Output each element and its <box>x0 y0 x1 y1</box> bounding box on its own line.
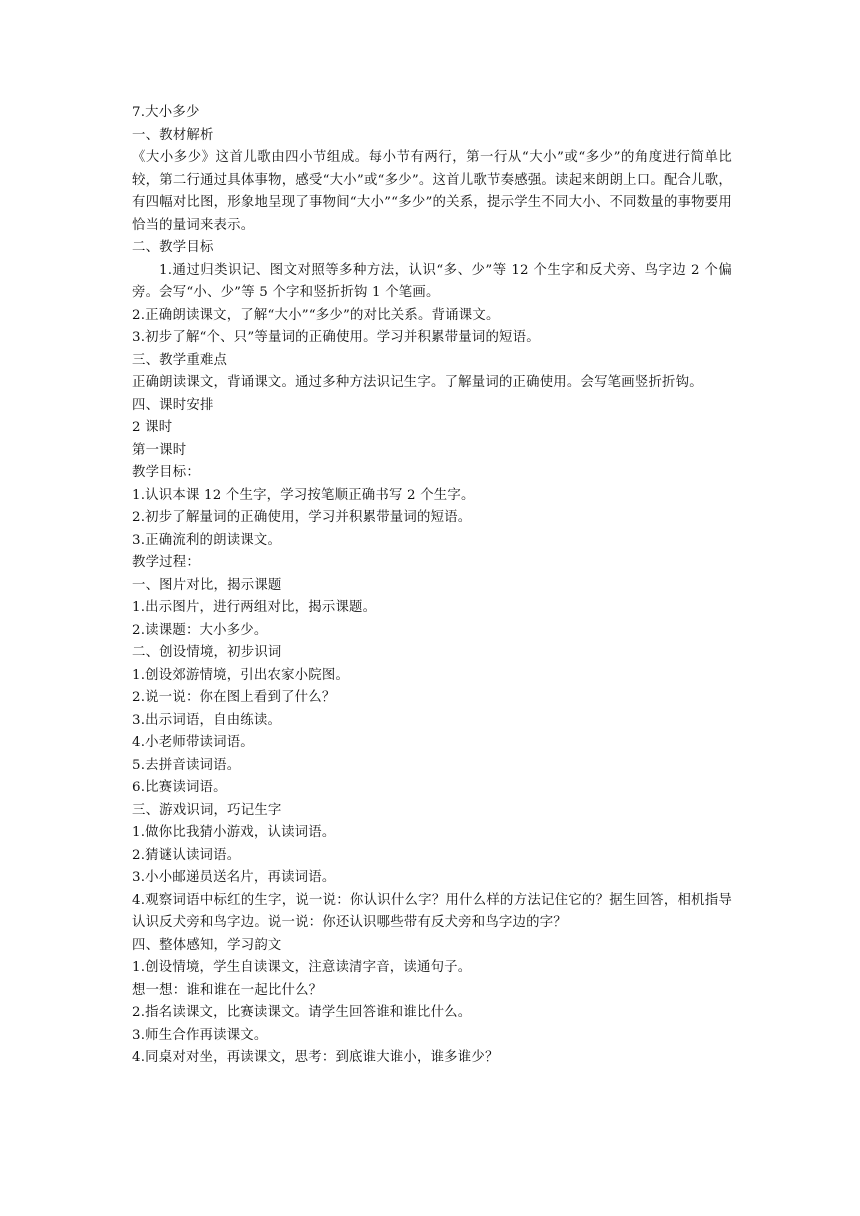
step-heading-2: 二、创设情境，初步识词 <box>132 645 282 660</box>
schedule-text: 2 课时 <box>132 420 173 435</box>
step-1-item-1: 1.出示图片，进行两组对比，揭示课题。 <box>132 600 377 615</box>
document-page <box>132 102 732 1070</box>
step-2-item-1: 1.创设郊游情境，引出农家小院图。 <box>132 667 350 683</box>
lesson-heading: 第一课时 <box>132 442 187 458</box>
step-heading-4: 四、整体感知，学习韵文 <box>132 937 282 953</box>
step-2-item-3: 3.出示词语，自由练读。 <box>132 712 282 728</box>
lesson-goal-2: 2.初步了解量词的正确使用，学习并积累带量词的短语。 <box>132 510 472 525</box>
step-3-item-2: 2.猜谜认读词语。 <box>132 847 241 863</box>
section-heading-goals: 二、教学目标 <box>132 240 214 255</box>
lesson-goal-3: 3.正确流利的朗读课文。 <box>132 532 282 548</box>
step-1-item-2: 2.读课题：大小多少。 <box>132 622 268 638</box>
step-4-item-2: 2.指名读课文，比赛读课文。请学生回答谁和谁比什么。 <box>132 1005 472 1020</box>
step-heading-3: 三、游戏识词，巧记生字 <box>132 802 282 818</box>
step-2-item-2: 2.说一说：你在图上看到了什么？ <box>132 690 336 705</box>
paragraph-key-points: 正确朗读课文，背诵课文。通过多种方法识记生字。了解量词的正确使用。会写笔画竖折折钩。 <box>132 375 703 390</box>
goal-item-1: 1.通过归类识记、图文对照等多种方法，认识“多、少”等 12 个生字和反犬旁、鸟字边 2 个偏旁。会写“小、少”等 5 个字和竖折折钩 1 个笔画。 <box>132 262 732 300</box>
step-2-item-6: 6.比赛读词语。 <box>132 780 227 795</box>
goal-item-3: 3.初步了解“个、只”等量词的正确使用。学习并积累带量词的短语。 <box>132 330 540 345</box>
lesson-goals-label: 教学目标： <box>132 465 200 480</box>
step-4-item-3: 3.师生合作再读课文。 <box>132 1027 268 1043</box>
step-heading-1: 一、图片对比，揭示课题 <box>132 577 282 593</box>
process-label: 教学过程： <box>132 555 200 570</box>
step-2-item-5: 5.去拼音读词语。 <box>132 757 241 773</box>
section-heading-key-points: 三、教学重难点 <box>132 352 228 368</box>
step-3-item-3: 3.小小邮递员送名片，再读词语。 <box>132 870 336 885</box>
goal-item-2: 2.正确朗读课文，了解“大小”“多少”的对比关系。背诵课文。 <box>132 307 500 323</box>
step-2-item-4: 4.小老师带读词语。 <box>132 735 254 750</box>
step-4-item-4: 4.同桌对对坐，再读课文，思考：到底谁大谁小，谁多谁少？ <box>132 1050 499 1065</box>
document-title: 7.大小多少 <box>132 105 200 120</box>
section-heading-analysis: 一、教材解析 <box>132 127 214 143</box>
step-3-item-1: 1.做你比我猜小游戏，认读词语。 <box>132 825 336 840</box>
paragraph-analysis: 《大小多少》这首儿歌由四小节组成。每小节有两行，第一行从“大小”或“多少”的角度进行简单比较，第二行通过具体事物，感受“大小”或“多少”。这首儿歌节奏感强。读起来朗朗上口。配合儿歌，有四幅对比图，形象地呈现了事物间“大小”“多少”的关系，提示学生不同大小、不同数量的事物要用恰当的量词来表示。 <box>132 150 732 233</box>
step-4-think: 想一想：谁和谁在一起比什么？ <box>132 982 323 998</box>
step-4-item-1: 1.创设情境，学生自读课文，注意读清字音，读通句子。 <box>132 960 472 975</box>
lesson-goal-1: 1.认识本课 12 个生字，学习按笔顺正确书写 2 个生字。 <box>132 487 475 503</box>
step-3-item-4: 4.观察词语中标红的生字，说一说：你认识什么字？用什么样的方法记住它的？据生回答，相机指导认识反犬旁和鸟字边。说一说：你还认识哪些带有反犬旁和鸟字边的字？ <box>132 892 732 930</box>
section-heading-schedule: 四、课时安排 <box>132 397 214 413</box>
